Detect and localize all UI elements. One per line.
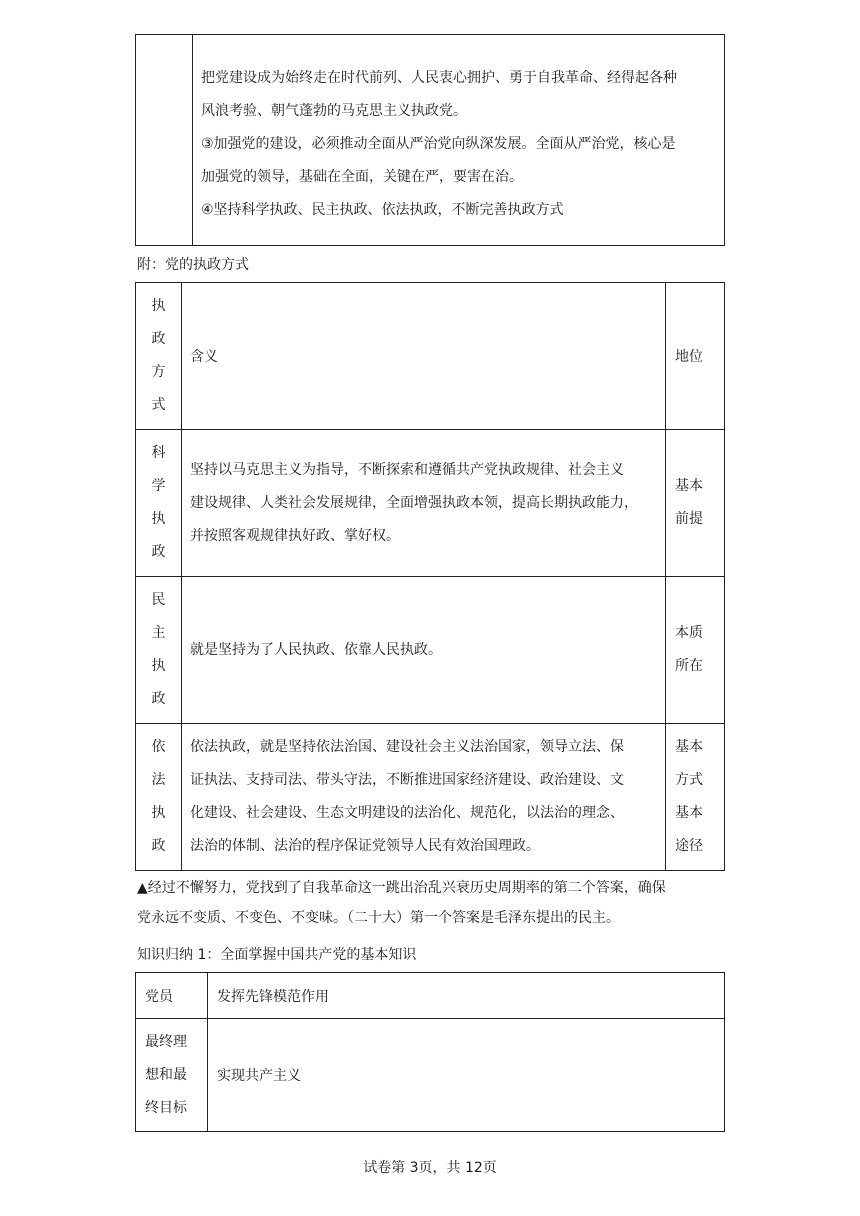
status-cell: 基本 前提 xyxy=(666,430,725,577)
table-row xyxy=(136,577,725,724)
knowledge-table xyxy=(135,972,725,1132)
appendix-title: 附：党的执政方式 xyxy=(137,257,249,273)
header-meaning-cell: 含义 xyxy=(182,283,666,430)
note-line: 党永远不变质、不变色、不变味。（二十大）第一个答案是毛泽东提出的民主。 xyxy=(137,910,620,926)
note-line: ▲经过不懈努力，党找到了自我革命这一跳出治乱兴衰历史周期率的第二个答案，确保 xyxy=(137,880,666,896)
top-table xyxy=(135,34,725,246)
meaning-cell: 就是坚持为了人民执政、依靠人民执政。 xyxy=(182,577,666,724)
text-line: 风浪考验、朝气蓬勃的马克思主义执政党。 xyxy=(201,102,467,119)
meaning-cell: 依法执政，就是坚持依法治国、建设社会主义法治国家，领导立法、保 证执法、支持司法、带头守法，不断推进国家经济建设、政治建设、文 化建设、社会建设、生态文明建设的法治化、规范化，以法治的理念、 法治的体制、法治的程序保证党领导人民有效治国理政。 xyxy=(182,724,666,871)
meaning-cell: 坚持以马克思主义为指导，不断探索和遵循共产党执政规律、社会主义 建设规律、人类社会发展规律，全面增强执政本领，提高长期执政能力， 并按照客观规律执好政、掌好权。 xyxy=(182,430,666,577)
table-row xyxy=(136,430,725,577)
knowledge-title: 知识归纳 1：全面掌握中国共产党的基本知识 xyxy=(137,947,417,963)
mode-cell: 科 学 执 政 xyxy=(136,430,182,577)
table-header-row xyxy=(136,283,725,430)
status-cell: 基本 方式 基本 途径 xyxy=(666,724,725,871)
text-line: ④坚持科学执政、民主执政、依法执政，不断完善执政方式 xyxy=(201,201,564,218)
header-mode-cell: 执 政 方 式 xyxy=(136,283,182,430)
text-line: 加强党的领导，基础在全面，关键在严，要害在治。 xyxy=(201,168,523,185)
content-cell: 实现共产主义 xyxy=(208,1019,725,1132)
label-cell: 党员 xyxy=(136,973,208,1019)
table-row xyxy=(136,724,725,871)
mode-cell: 依 法 执 政 xyxy=(136,724,182,871)
content-cell: 发挥先锋模范作用 xyxy=(208,973,725,1019)
table-row xyxy=(136,1019,725,1132)
text-line: ③加强党的建设，必须推动全面从严治党向纵深发展。全面从严治党，核心是 xyxy=(201,135,676,152)
label-cell: 最终理 想和最 终目标 xyxy=(136,1019,208,1132)
mode-cell: 民 主 执 政 xyxy=(136,577,182,724)
top-table-empty-cell xyxy=(136,35,193,246)
header-status-cell: 地位 xyxy=(666,283,725,430)
page-footer: 试卷第 3页，共 12页 xyxy=(363,1160,497,1176)
text-line: 把党建设成为始终走在时代前列、人民衷心拥护、勇于自我革命、经得起各种 xyxy=(201,69,677,86)
status-cell: 本质 所在 xyxy=(666,577,725,724)
table-row xyxy=(136,973,725,1019)
note-paragraph xyxy=(137,873,727,933)
top-table-content-cell xyxy=(193,35,725,246)
ruling-mode-table xyxy=(135,282,725,871)
